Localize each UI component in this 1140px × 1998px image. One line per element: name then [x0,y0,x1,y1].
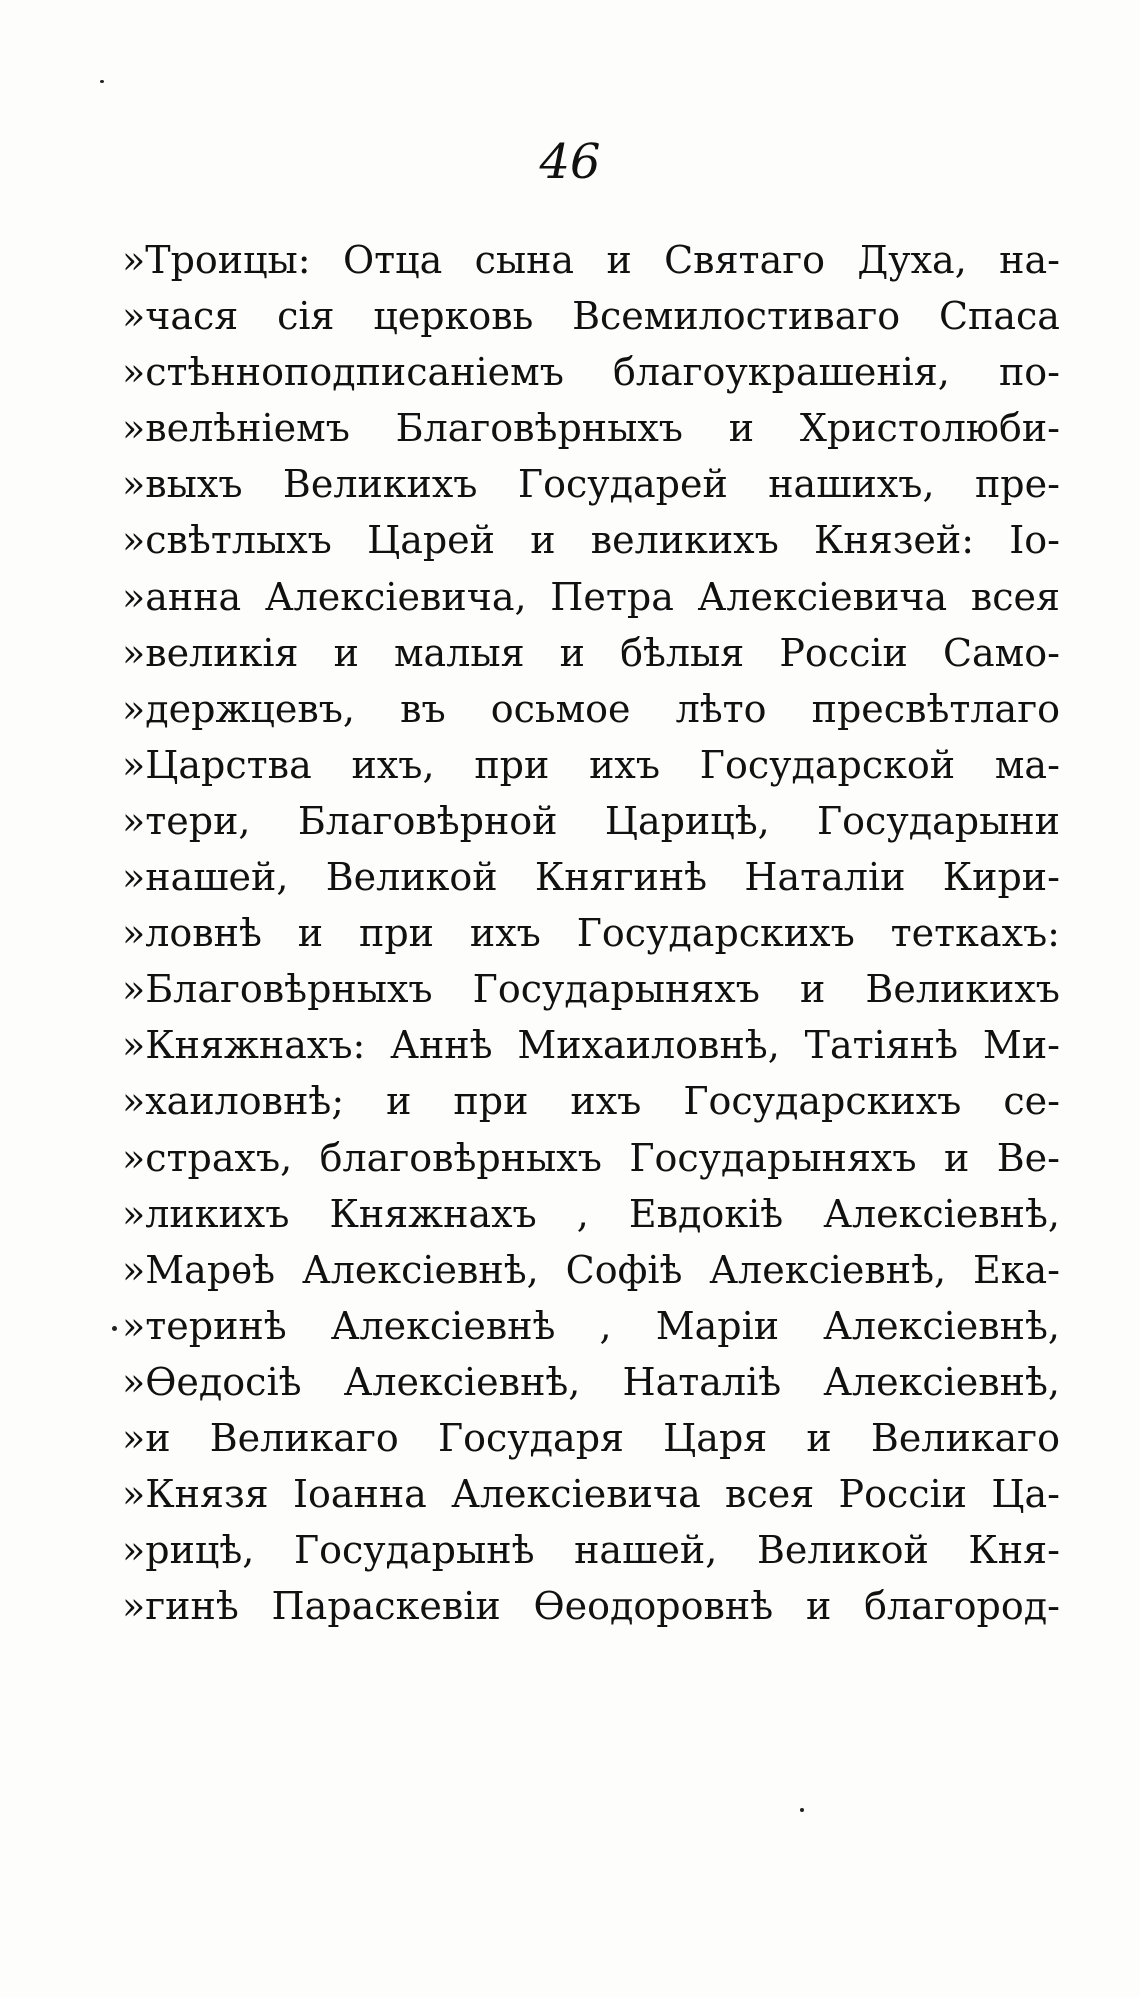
text-word: Благовѣрныхъ [395,406,683,451]
text-word: Государынѣ [293,1528,535,1573]
body-text [122,232,1060,1634]
text-line [122,232,1060,288]
text-word: Само- [942,630,1060,675]
text-word: по- [998,350,1060,395]
text-line [122,288,1060,344]
text-word: пре- [974,462,1060,507]
text-word: Великаго [209,1415,399,1460]
text-word: Алексіевнѣ, [301,1247,539,1292]
text-line [122,1242,1060,1298]
text-word: Отца [342,238,443,282]
text-word: Государя [437,1415,624,1460]
text-word: Великихъ [865,967,1060,1012]
text-word: Ми- [982,1023,1060,1068]
text-word: при [453,1079,529,1124]
text-word: благовѣрныхъ [319,1135,602,1180]
text-line [122,625,1060,681]
text-word: »Царства [122,742,312,787]
text-word: Государыняхъ [629,1135,917,1180]
text-word: »великія [122,630,299,675]
text-word: Государскихъ [683,1079,962,1124]
text-word: всея [970,574,1060,619]
text-word: ихъ [469,911,541,956]
text-word: Наталіи [744,855,906,900]
text-word: Духа, [857,238,967,282]
text-word: малыя [394,630,525,675]
text-word: Ца- [991,1472,1060,1517]
text-word: Царя [663,1415,768,1460]
text-word: »анна [122,574,242,619]
text-word: Іо- [1009,518,1060,563]
text-word: »выхъ [122,462,243,507]
text-word: ихъ, [351,742,435,787]
text-word: »нашей, [122,855,289,900]
text-word: Великихъ [282,462,478,507]
text-word: осьмое [490,686,631,731]
text-word: Царей [367,518,495,563]
text-word: »тери, [122,798,251,843]
text-line [122,1578,1060,1634]
text-word: и [606,238,632,282]
text-word: »Благовѣрныхъ [122,967,433,1012]
print-speck [800,1808,804,1812]
text-line [122,849,1060,905]
text-word: бѣлыя [620,630,745,675]
text-word: благоукрашенія, [612,350,950,395]
text-word: и [806,1415,832,1460]
print-speck [112,1326,117,1331]
text-word: »Ѳедосіѣ [122,1359,302,1404]
text-word: Алексіевнѣ, [823,1359,1060,1404]
text-word: Алексіевнѣ, [823,1303,1060,1348]
text-word: Княгинѣ [534,855,708,900]
text-word: Благовѣрной [297,798,558,843]
text-word: се- [1003,1079,1060,1124]
text-word: нашей, [574,1528,718,1573]
text-line [122,1466,1060,1522]
text-word: »хаиловнѣ; [122,1079,345,1124]
text-word: ма- [994,742,1060,787]
text-word: Великой [756,1528,929,1573]
text-word: »свѣтлыхъ [122,518,332,563]
text-word: Алексіевича [697,574,948,619]
text-word: Государскихъ [576,911,855,956]
text-word: Государей [517,462,728,507]
text-word: »Князя [122,1472,269,1517]
text-word: »ловнѣ [122,911,262,956]
text-word: при [359,911,434,956]
text-line [122,1130,1060,1186]
text-line [122,1298,1060,1354]
text-word: сія [277,294,335,339]
text-word: теткахъ: [890,911,1060,956]
text-word: Кири- [942,855,1060,900]
text-word: Государыняхъ [472,967,760,1012]
text-word: и [530,518,556,563]
text-word: Алексіевича, [264,574,527,619]
text-word: »и [122,1415,171,1460]
text-word: Іоанна [292,1472,427,1517]
text-line [122,1186,1060,1242]
text-line [122,569,1060,625]
text-word: ихъ [570,1079,642,1124]
text-word: Спаса [938,294,1060,339]
text-word: и [943,1135,970,1180]
text-word: лѣто [675,686,767,731]
text-word: »рицѣ, [122,1528,255,1573]
text-word: Алексіевнѣ [330,1303,556,1348]
text-line [122,961,1060,1017]
text-word: великихъ [590,518,779,563]
text-line [122,512,1060,568]
text-line [122,793,1060,849]
text-word: Великой [325,855,498,900]
text-line [122,1354,1060,1410]
text-line [122,344,1060,400]
text-line [122,1410,1060,1466]
text-word: Государыни [817,798,1060,843]
text-word: нашихъ, [768,462,935,507]
text-word: »ликихъ [122,1191,290,1236]
text-word: на- [999,238,1060,282]
text-word: »чася [122,294,239,339]
text-word: и [333,630,359,675]
text-word: всея [725,1472,815,1517]
text-word: »гинѣ [122,1584,239,1629]
text-word: и [799,967,826,1012]
text-word: Софіѣ [565,1247,683,1292]
text-word: Евдокіѣ [628,1191,784,1236]
text-word: , [576,1191,589,1236]
text-word: Россіи [779,630,908,675]
text-word: Михаиловнѣ, [517,1023,780,1068]
text-line [122,1017,1060,1073]
text-word: и [386,1079,412,1124]
text-word: Наталіѣ [622,1359,782,1404]
print-speck [100,80,104,83]
text-line [122,905,1060,961]
text-word: »велѣніемъ [122,406,350,451]
text-word: Петра [550,574,674,619]
text-word: Князей: [813,518,975,563]
text-word: Россіи [838,1472,967,1517]
text-word: Параскевіи [271,1584,501,1629]
text-word: сына [474,238,575,282]
text-word: Алексіевнѣ, [709,1247,947,1292]
text-word: Царицѣ, [604,798,770,843]
text-line [122,400,1060,456]
text-word: , [599,1303,612,1348]
text-word: Христолюби- [799,406,1060,451]
text-word: Аннѣ [390,1023,493,1068]
text-word: Маріи [655,1303,780,1348]
text-word: Государской [699,742,956,787]
text-word: »Марѳѣ [122,1247,276,1292]
text-word: Святаго [664,238,826,282]
text-word: Алексіевича [451,1472,701,1517]
text-word: ихъ [589,742,661,787]
text-word: Ве- [996,1135,1060,1180]
text-word: церковь [373,294,534,339]
text-word: при [474,742,550,787]
text-word: »Троицы: [122,238,311,282]
text-word: и [728,406,755,451]
text-word: и [297,911,324,956]
text-word: Княжнахъ [329,1191,537,1236]
text-word: Великаго [870,1415,1060,1460]
text-word: »страхъ, [122,1135,293,1180]
text-word: Ека- [972,1247,1060,1292]
text-word: »теринѣ [122,1303,287,1348]
text-word: Кня- [968,1528,1060,1573]
text-line [122,456,1060,512]
text-line [122,1522,1060,1578]
text-word: Всемилостиваго [572,294,901,339]
text-word: Татіянѣ [804,1023,959,1068]
text-word: и [805,1584,832,1629]
text-line [122,737,1060,793]
text-word: благород- [864,1584,1060,1629]
text-word: и [559,630,585,675]
text-word: пресвѣтлаго [811,686,1060,731]
text-word: »Княжнахъ: [122,1023,366,1068]
text-word: »держцевъ, [122,686,355,731]
text-line [122,681,1060,737]
text-line [122,1073,1060,1129]
page-number: 46 [539,134,601,190]
text-word: Алексіевнѣ, [823,1191,1060,1236]
text-word: »стѣннοподписаніемъ [122,350,564,395]
text-word: въ [400,686,446,731]
text-word: Ѳеодоровнѣ [533,1584,774,1629]
text-word: Алексіевнѣ, [343,1359,581,1404]
